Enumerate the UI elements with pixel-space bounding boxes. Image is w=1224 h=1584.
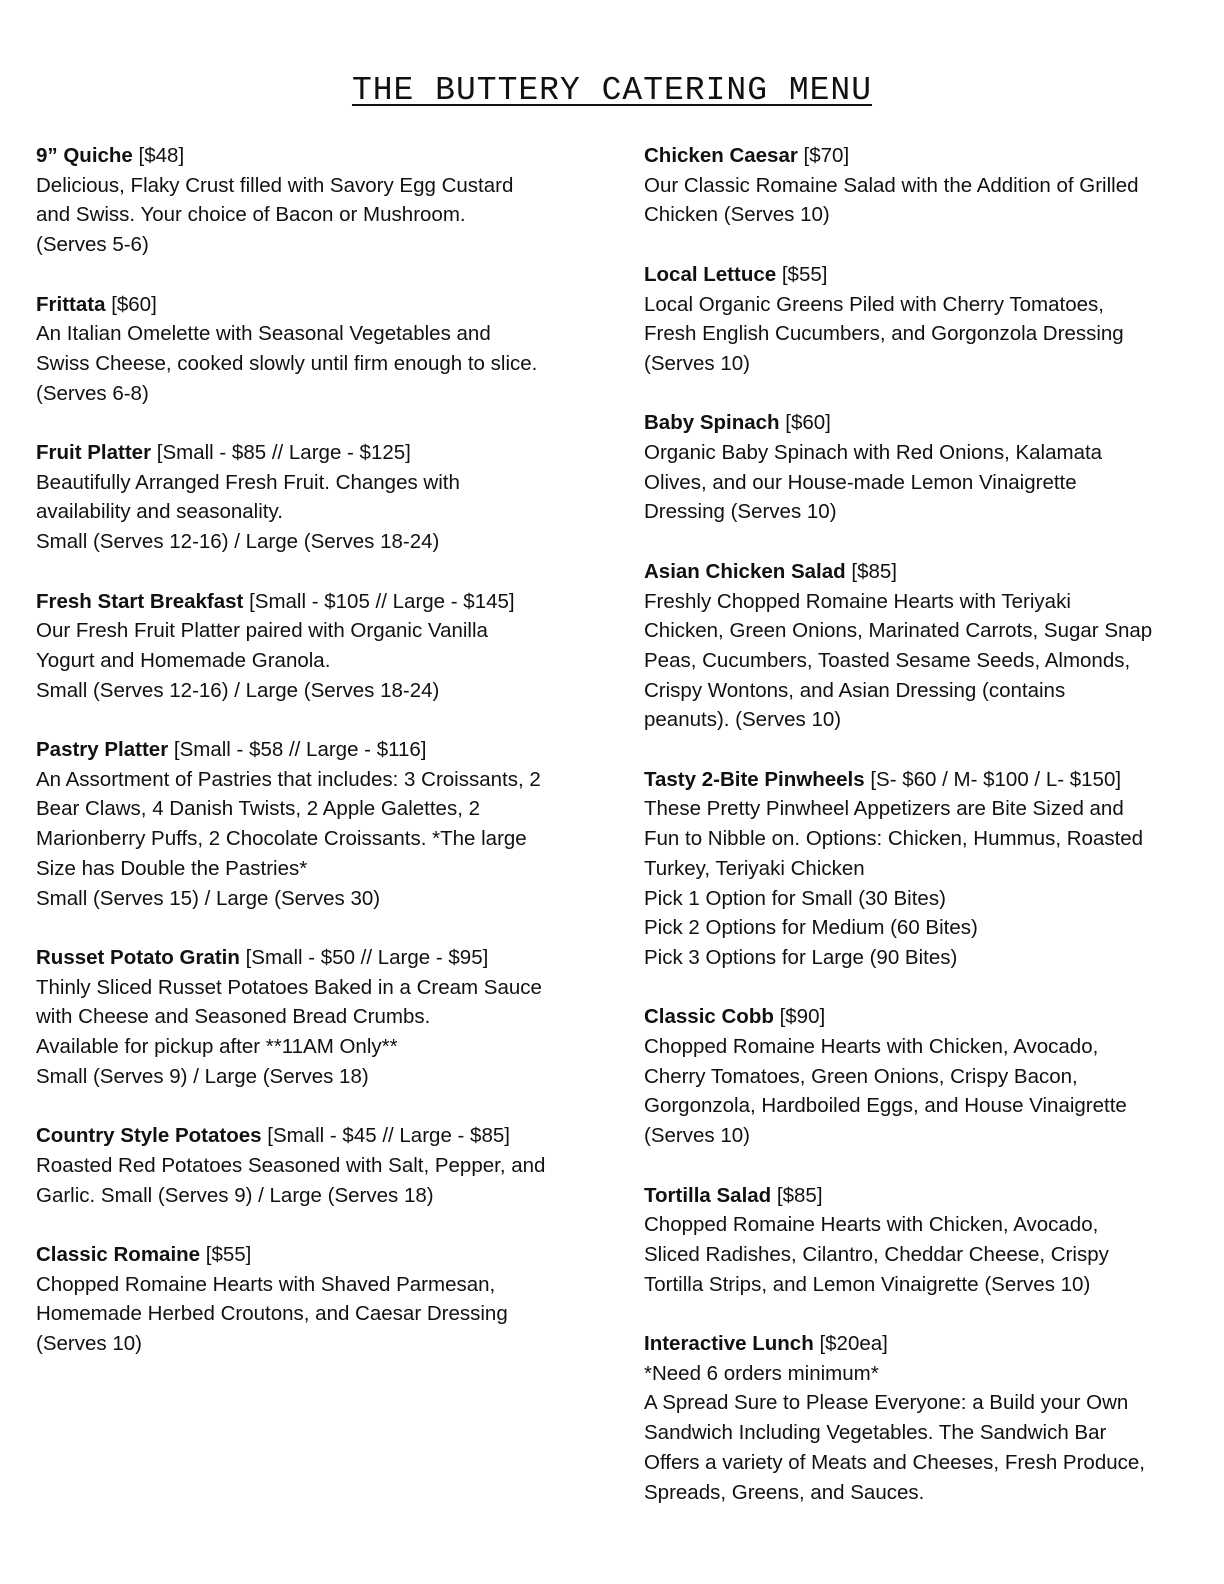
menu-item-description-line: Beautifully Arranged Fresh Fruit. Changes with (36, 470, 460, 494)
menu-item-description-line: Available for pickup after **11AM Only** (36, 1035, 398, 1059)
page-title-text: THE BUTTERY CATERING MENU (351, 72, 873, 109)
menu-item-name: Pastry Platter (36, 738, 169, 761)
menu-item-price: [$48] (138, 144, 185, 167)
menu-item-name: Classic Romaine (36, 1242, 201, 1266)
menu-item-header (644, 1002, 1204, 1032)
menu-item-description-line: Delicious, Flaky Crust filled with Savory Egg Custard (36, 173, 514, 197)
menu-item-description-line: Chicken (Serves 10) (644, 203, 830, 227)
menu-item-price: [$55] (781, 262, 828, 286)
menu-item (36, 1240, 596, 1359)
menu-item-name: Tortilla Salad (644, 1183, 772, 1207)
menu-item-name: Interactive Lunch (644, 1332, 814, 1356)
menu-item (644, 1181, 1204, 1300)
menu-item-description-line: Yogurt and Homemade Granola. (36, 648, 331, 672)
menu-item (36, 1121, 596, 1210)
menu-item-price: [Small - $85 // Large - $125] (156, 441, 411, 464)
menu-item-price: [$55] (205, 1242, 252, 1266)
menu-item-description-line: Chicken, Green Onions, Marinated Carrots, Sugar Snap (644, 619, 1153, 643)
menu-item-description-line: Olives, and our House-made Lemon Vinaigrette (644, 470, 1077, 494)
menu-item-description-line: Pick 2 Options for Medium (60 Bites) (644, 916, 978, 940)
menu-item-description-line: Fun to Nibble on. Options: Chicken, Hummus, Roasted (644, 827, 1144, 851)
menu-item-description-line: Sliced Radishes, Cilantro, Cheddar Cheese, Crispy (644, 1242, 1109, 1266)
menu-item-description-line: Fresh English Cucumbers, and Gorgonzola Dressing (644, 322, 1124, 346)
menu-item-description-line: Small (Serves 12-16) / Large (Serves 18-24) (36, 678, 440, 702)
menu-item-header (644, 141, 1204, 171)
menu-item-name: Baby Spinach (644, 411, 780, 435)
menu-item-description-line: Our Classic Romaine Salad with the Addition of Grilled (644, 173, 1139, 197)
menu-item (36, 587, 596, 706)
menu-item-name: Fruit Platter (36, 441, 152, 464)
menu-item-name: Fresh Start Breakfast (36, 589, 244, 613)
menu-item-description-line: Bear Claws, 4 Danish Twists, 2 Apple Galettes, 2 (36, 797, 481, 821)
menu-item (644, 1329, 1204, 1507)
menu-item-description-line: Local Organic Greens Piled with Cherry Tomatoes, (644, 292, 1104, 316)
menu-item-header (644, 408, 1204, 438)
menu-item-name: Russet Potato Gratin (36, 945, 240, 969)
menu-item-header (644, 1181, 1204, 1211)
menu-item-header (36, 141, 596, 171)
menu-item-description-line: Marionberry Puffs, 2 Chocolate Croissants. *The large (36, 827, 527, 851)
menu-item-header (36, 1240, 596, 1270)
menu-item (36, 141, 596, 260)
menu-item-name: Classic Cobb (644, 1005, 774, 1029)
menu-item-description-line: Thinly Sliced Russet Potatoes Baked in a Cream Sauce (36, 975, 542, 999)
menu-item-price: [$20ea] (819, 1332, 888, 1356)
menu-item-description-line: Turkey, Teriyaki Chicken (644, 856, 865, 880)
menu-item-name: 9” Quiche (36, 144, 133, 167)
menu-item-description-line: An Italian Omelette with Seasonal Vegetables and (36, 322, 491, 346)
menu-item-name: Asian Chicken Salad (644, 559, 846, 583)
menu-item-description-line: Garlic. Small (Serves 9) / Large (Serves 18) (36, 1183, 434, 1207)
menu-item-description-line: peanuts). (Serves 10) (644, 708, 842, 732)
menu-item-price: [$90] (779, 1005, 826, 1029)
menu-item (36, 438, 596, 557)
menu-item-header (644, 1329, 1204, 1359)
menu-item-price: [$60] (785, 411, 831, 435)
menu-item-description-line: A Spread Sure to Please Everyone: a Build your Own (644, 1391, 1129, 1415)
menu-item-header (644, 260, 1204, 290)
menu-column-right (644, 141, 1204, 1537)
menu-item-description-line: (Serves 10) (36, 1332, 142, 1356)
menu-item-description-line: Tortilla Strips, and Lemon Vinaigrette (Serves 10) (644, 1272, 1091, 1296)
menu-item-price: [$60] (111, 292, 157, 316)
menu-item-price: [Small - $105 // Large - $145] (249, 589, 515, 613)
menu-item-description-line: Small (Serves 15) / Large (Serves 30) (36, 886, 381, 910)
menu-item-header (36, 943, 596, 973)
menu-item-description-line: (Serves 5-6) (36, 233, 149, 257)
menu-item-price: [Small - $58 // Large - $116] (173, 738, 427, 761)
menu-item-name: Local Lettuce (644, 262, 777, 286)
menu-item-description-line: Cherry Tomatoes, Green Onions, Crispy Bacon, (644, 1064, 1078, 1088)
menu-item (644, 557, 1204, 735)
menu-item-header (644, 557, 1204, 587)
menu-item-description-line: Organic Baby Spinach with Red Onions, Kalamata (644, 441, 1103, 464)
menu-item-description-line: Size has Double the Pastries* (36, 856, 308, 880)
menu-item-description-line: Small (Serves 9) / Large (Serves 18) (36, 1064, 369, 1088)
menu-item-header (36, 290, 596, 320)
menu-item-name: Chicken Caesar (644, 144, 798, 167)
menu-item-description-line: Chopped Romaine Hearts with Shaved Parmesan, (36, 1272, 496, 1296)
menu-item-description-line: Chopped Romaine Hearts with Chicken, Avocado, (644, 1213, 1099, 1237)
menu-item-description-line: Gorgonzola, Hardboiled Eggs, and House Vinaigrette (644, 1094, 1127, 1118)
menu-item-description-line: These Pretty Pinwheel Appetizers are Bite Sized and (644, 797, 1124, 821)
menu-item-price: [$70] (803, 144, 850, 167)
menu-item-description-line: Pick 3 Options for Large (90 Bites) (644, 945, 958, 969)
menu-item (644, 1002, 1204, 1151)
menu-item-description-line: availability and seasonality. (36, 500, 283, 524)
menu-item-price: [$85] (776, 1183, 823, 1207)
menu-item-description-line: Roasted Red Potatoes Seasoned with Salt, Pepper, and (36, 1153, 546, 1177)
menu-item-description-line: An Assortment of Pastries that includes: 3 Croissants, 2 (36, 767, 541, 791)
menu-item-description-line: Chopped Romaine Hearts with Chicken, Avocado, (644, 1035, 1099, 1059)
menu-item-price: [Small - $50 // Large - $95] (245, 945, 489, 969)
menu-item-price: [Small - $45 // Large - $85] (267, 1124, 510, 1148)
page-title (0, 70, 1224, 109)
menu-item (36, 290, 596, 409)
menu-item-header (36, 587, 596, 617)
menu-item-description-line: Dressing (Serves 10) (644, 500, 837, 524)
menu-item-header (644, 765, 1204, 795)
menu-item-price: [S- $60 / M- $100 / L- $150] (870, 767, 1122, 791)
menu-item-description-line: Homemade Herbed Croutons, and Caesar Dressing (36, 1302, 508, 1326)
menu-item (644, 141, 1204, 230)
menu-item-description-line: Our Fresh Fruit Platter paired with Organic Vanilla (36, 619, 488, 643)
menu-item-description-line: (Serves 10) (644, 1124, 750, 1148)
menu-item-name: Frittata (36, 292, 106, 316)
menu-item-description-line: (Serves 6-8) (36, 381, 149, 405)
menu-item-name: Tasty 2-Bite Pinwheels (644, 767, 865, 791)
menu-item-description-line: Swiss Cheese, cooked slowly until firm enough to slice. (36, 351, 538, 375)
menu-item-header (36, 735, 596, 765)
menu-item-description-line: Sandwich Including Vegetables. The Sandwich Bar (644, 1421, 1107, 1445)
menu-item-description-line: Pick 1 Option for Small (30 Bites) (644, 886, 946, 910)
menu-item (644, 765, 1204, 973)
menu-item-description-line: Offers a variety of Meats and Cheeses, Fresh Produce, (644, 1450, 1145, 1474)
menu-item (36, 943, 596, 1092)
menu-item-description-line: Peas, Cucumbers, Toasted Sesame Seeds, Almonds, (644, 648, 1131, 672)
menu-item-description-line: Freshly Chopped Romaine Hearts with Teriyaki (644, 589, 1071, 613)
menu-item-description-line: Crispy Wontons, and Asian Dressing (contains (644, 678, 1066, 702)
menu-item-header (36, 1121, 596, 1151)
menu-item (36, 735, 596, 913)
menu-item-description-line: Small (Serves 12-16) / Large (Serves 18-24) (36, 530, 440, 554)
menu-column-left (36, 141, 596, 1388)
menu-item-name: Country Style Potatoes (36, 1124, 262, 1148)
menu-item (644, 408, 1204, 527)
menu-item-header (36, 438, 596, 468)
menu-item-description-line: (Serves 10) (644, 351, 750, 375)
menu-item-price: [$85] (851, 559, 897, 583)
menu-item-description-line: *Need 6 orders minimum* (644, 1361, 879, 1385)
menu-item (644, 260, 1204, 379)
menu-item-description-line: Spreads, Greens, and Sauces. (644, 1480, 925, 1504)
menu-item-description-line: with Cheese and Seasoned Bread Crumbs. (36, 1005, 431, 1029)
menu-item-description-line: and Swiss. Your choice of Bacon or Mushroom. (36, 203, 466, 227)
